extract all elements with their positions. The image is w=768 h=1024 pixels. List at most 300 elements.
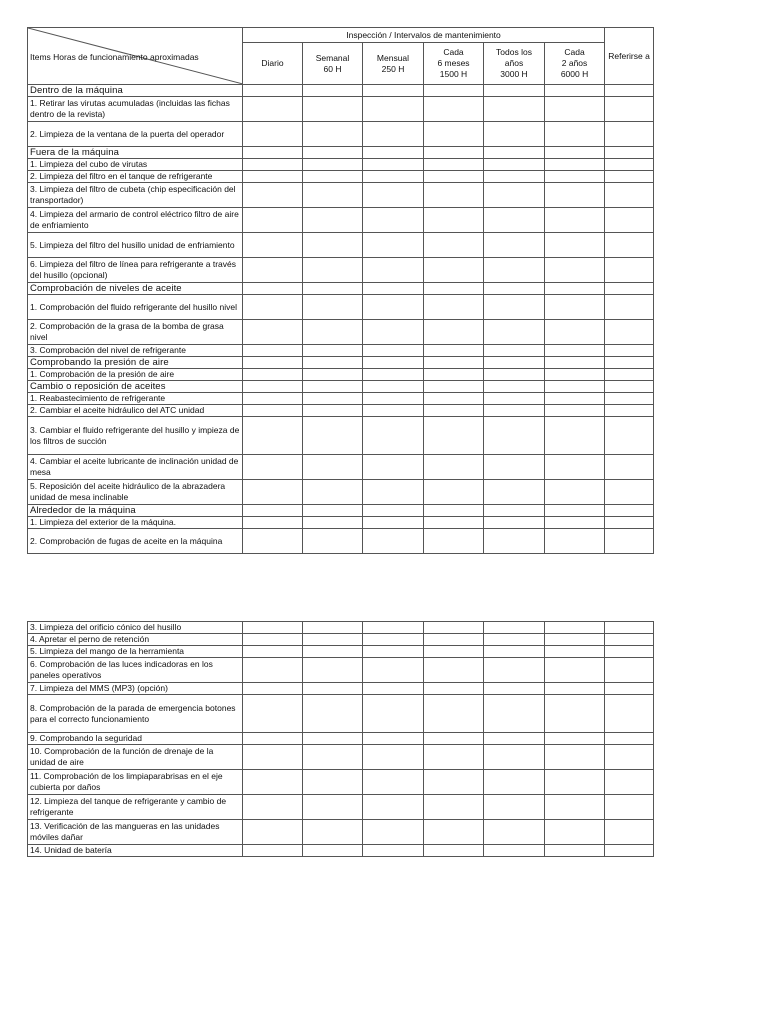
schedule-cell	[303, 85, 363, 97]
schedule-cell	[545, 845, 605, 857]
section-row	[28, 381, 654, 393]
schedule-cell	[605, 393, 654, 405]
schedule-cell	[605, 283, 654, 295]
schedule-cell	[243, 295, 303, 320]
section-row	[28, 357, 654, 369]
schedule-cell	[243, 283, 303, 295]
schedule-cell	[605, 646, 654, 658]
task-label-1-comprobacion-de-la-presion-de-aire: 1. Comprobación de la presión de aire	[28, 369, 243, 381]
schedule-cell	[303, 733, 363, 745]
schedule-cell	[363, 745, 424, 770]
schedule-cell	[545, 480, 605, 505]
col-header-monthly: Mensual 250 H	[363, 43, 424, 85]
schedule-cell	[605, 845, 654, 857]
schedule-cell	[363, 770, 424, 795]
task-label-8-comprobacion-de-la-parada-de-emergenci: 8. Comprobación de la parada de emergencia botones para el correcto funcionamiento	[28, 695, 243, 733]
schedule-cell	[243, 820, 303, 845]
task-label-9-comprobando-la-seguridad: 9. Comprobando la seguridad	[28, 733, 243, 745]
schedule-cell	[424, 405, 484, 417]
schedule-cell	[363, 295, 424, 320]
schedule-cell	[545, 147, 605, 159]
task-row	[28, 233, 654, 258]
schedule-cell	[424, 417, 484, 455]
schedule-cell	[484, 634, 545, 646]
schedule-cell	[424, 183, 484, 208]
task-row	[28, 183, 654, 208]
schedule-cell	[363, 634, 424, 646]
schedule-cell	[545, 634, 605, 646]
schedule-cell	[605, 369, 654, 381]
task-label-4-cambiar-el-aceite-lubricante-de-inclin: 4. Cambiar el aceite lubricante de inclinación unidad de mesa	[28, 455, 243, 480]
schedule-cell	[363, 258, 424, 283]
schedule-cell	[243, 147, 303, 159]
task-row	[28, 683, 654, 695]
schedule-cell	[484, 733, 545, 745]
schedule-cell	[484, 646, 545, 658]
schedule-cell	[605, 820, 654, 845]
task-row	[28, 393, 654, 405]
task-row	[28, 845, 654, 857]
schedule-cell	[424, 393, 484, 405]
task-label-3-limpieza-del-orificio-conico-del-husil: 3. Limpieza del orificio cónico del husillo	[28, 622, 243, 634]
col-header-daily: Diario	[243, 43, 303, 85]
schedule-cell	[424, 258, 484, 283]
schedule-cell	[243, 417, 303, 455]
schedule-cell	[363, 683, 424, 695]
task-label-10-comprobacion-de-la-funcion-de-drenaje: 10. Comprobación de la función de drenaje de la unidad de aire	[28, 745, 243, 770]
task-label-1-retirar-las-virutas-acumuladas-incluid: 1. Retirar las virutas acumuladas (incluidas las fichas dentro de la revista)	[28, 97, 243, 122]
schedule-cell	[363, 393, 424, 405]
schedule-cell	[545, 183, 605, 208]
schedule-cell	[243, 171, 303, 183]
interval-group-header: Inspección / Intervalos de mantenimiento	[243, 28, 605, 43]
schedule-cell	[545, 393, 605, 405]
schedule-cell	[605, 733, 654, 745]
task-label-1-limpieza-del-cubo-de-virutas: 1. Limpieza del cubo de virutas	[28, 159, 243, 171]
schedule-cell	[605, 159, 654, 171]
schedule-cell	[424, 455, 484, 480]
schedule-cell	[363, 505, 424, 517]
task-label-11-comprobacion-de-los-limpiaparabrisas-: 11. Comprobación de los limpiaparabrisas en el eje cubierta por daños	[28, 770, 243, 795]
section-row	[28, 283, 654, 295]
task-label-2-comprobacion-de-fugas-de-aceite-en-la-: 2. Comprobación de fugas de aceite en la máquina	[28, 529, 243, 554]
schedule-cell	[545, 529, 605, 554]
schedule-cell	[545, 405, 605, 417]
schedule-cell	[243, 517, 303, 529]
schedule-cell	[303, 845, 363, 857]
col-header-6-months: Cada 6 meses 1500 H	[424, 43, 484, 85]
schedule-cell	[363, 381, 424, 393]
schedule-cell	[545, 622, 605, 634]
task-row	[28, 369, 654, 381]
schedule-cell	[605, 634, 654, 646]
task-row	[28, 795, 654, 820]
schedule-cell	[484, 417, 545, 455]
schedule-cell	[303, 171, 363, 183]
schedule-cell	[243, 622, 303, 634]
task-row	[28, 658, 654, 683]
schedule-cell	[545, 122, 605, 147]
schedule-cell	[605, 85, 654, 97]
schedule-cell	[303, 745, 363, 770]
task-label-14-unidad-de-bateria: 14. Unidad de batería	[28, 845, 243, 857]
schedule-cell	[363, 171, 424, 183]
schedule-cell	[484, 455, 545, 480]
task-row	[28, 455, 654, 480]
schedule-cell	[363, 357, 424, 369]
schedule-cell	[363, 85, 424, 97]
task-label-3-cambiar-el-fluido-refrigerante-del-hus: 3. Cambiar el fluido refrigerante del husillo y impieza de los filtros de succión	[28, 417, 243, 455]
schedule-cell	[484, 658, 545, 683]
schedule-cell	[484, 122, 545, 147]
schedule-cell	[303, 795, 363, 820]
schedule-cell	[484, 97, 545, 122]
schedule-cell	[484, 480, 545, 505]
schedule-cell	[424, 283, 484, 295]
task-row	[28, 634, 654, 646]
task-row	[28, 295, 654, 320]
task-row	[28, 258, 654, 283]
schedule-cell	[363, 845, 424, 857]
schedule-cell	[363, 529, 424, 554]
schedule-cell	[484, 85, 545, 97]
schedule-cell	[363, 733, 424, 745]
task-row	[28, 417, 654, 455]
schedule-cell	[484, 369, 545, 381]
section-row	[28, 505, 654, 517]
schedule-cell	[243, 795, 303, 820]
schedule-cell	[363, 646, 424, 658]
schedule-cell	[424, 845, 484, 857]
schedule-cell	[545, 369, 605, 381]
schedule-cell	[303, 233, 363, 258]
maintenance-table-page-2	[27, 621, 654, 857]
schedule-cell	[424, 733, 484, 745]
task-label-4-apretar-el-perno-de-retencion: 4. Apretar el perno de retención	[28, 634, 243, 646]
schedule-cell	[363, 820, 424, 845]
schedule-cell	[545, 517, 605, 529]
schedule-cell	[605, 381, 654, 393]
schedule-cell	[243, 97, 303, 122]
schedule-cell	[243, 634, 303, 646]
schedule-cell	[424, 295, 484, 320]
schedule-cell	[303, 345, 363, 357]
schedule-cell	[545, 646, 605, 658]
task-row	[28, 480, 654, 505]
schedule-cell	[424, 529, 484, 554]
schedule-cell	[243, 695, 303, 733]
schedule-cell	[424, 357, 484, 369]
task-label-5-reposicion-del-aceite-hidraulico-de-la: 5. Reposición del aceite hidráulico de la abrazadera unidad de mesa inclinable	[28, 480, 243, 505]
schedule-cell	[545, 345, 605, 357]
schedule-cell	[424, 381, 484, 393]
schedule-cell	[545, 320, 605, 345]
schedule-cell	[424, 171, 484, 183]
task-row	[28, 208, 654, 233]
schedule-cell	[545, 695, 605, 733]
section-title-fuera-de-la-maquina: Fuera de la máquina	[28, 147, 243, 159]
schedule-cell	[243, 745, 303, 770]
schedule-cell	[605, 417, 654, 455]
schedule-cell	[243, 683, 303, 695]
schedule-cell	[243, 658, 303, 683]
section-title-cambio-o-reposicion-de-aceites: Cambio o reposición de aceites	[28, 381, 243, 393]
section-title-alrededor-de-la-maquina: Alrededor de la máquina	[28, 505, 243, 517]
schedule-cell	[424, 233, 484, 258]
schedule-cell	[484, 357, 545, 369]
task-row	[28, 517, 654, 529]
task-row	[28, 97, 654, 122]
schedule-cell	[484, 517, 545, 529]
schedule-cell	[303, 159, 363, 171]
task-label-5-limpieza-del-mango-de-la-herramienta: 5. Limpieza del mango de la herramienta	[28, 646, 243, 658]
schedule-cell	[303, 320, 363, 345]
schedule-cell	[484, 147, 545, 159]
schedule-cell	[545, 417, 605, 455]
col-header-2-years: Cada 2 años 6000 H	[545, 43, 605, 85]
task-label-6-comprobacion-de-las-luces-indicadoras-: 6. Comprobación de las luces indicadoras en los paneles operativos	[28, 658, 243, 683]
schedule-cell	[545, 770, 605, 795]
schedule-cell	[605, 233, 654, 258]
schedule-cell	[303, 820, 363, 845]
task-row	[28, 733, 654, 745]
schedule-cell	[303, 147, 363, 159]
schedule-cell	[363, 183, 424, 208]
schedule-cell	[605, 357, 654, 369]
schedule-cell	[424, 159, 484, 171]
items-header-cell	[28, 28, 243, 85]
schedule-cell	[363, 405, 424, 417]
schedule-cell	[243, 529, 303, 554]
schedule-cell	[545, 208, 605, 233]
schedule-cell	[484, 820, 545, 845]
schedule-cell	[243, 320, 303, 345]
schedule-cell	[605, 122, 654, 147]
schedule-cell	[605, 795, 654, 820]
schedule-cell	[303, 357, 363, 369]
schedule-cell	[484, 695, 545, 733]
schedule-cell	[424, 622, 484, 634]
schedule-cell	[484, 770, 545, 795]
schedule-cell	[243, 345, 303, 357]
schedule-cell	[605, 295, 654, 320]
task-label-12-limpieza-del-tanque-de-refrigerante-y: 12. Limpieza del tanque de refrigerante y cambio de refrigerante	[28, 795, 243, 820]
schedule-cell	[605, 745, 654, 770]
schedule-cell	[243, 369, 303, 381]
schedule-cell	[363, 147, 424, 159]
task-label-7-limpieza-del-mms-mp3-opcion: 7. Limpieza del MMS (MP3) (opción)	[28, 683, 243, 695]
schedule-cell	[484, 381, 545, 393]
schedule-cell	[363, 208, 424, 233]
task-row	[28, 745, 654, 770]
schedule-cell	[303, 683, 363, 695]
reference-header: Referirse a	[605, 28, 654, 85]
schedule-cell	[243, 770, 303, 795]
schedule-cell	[303, 258, 363, 283]
schedule-cell	[484, 159, 545, 171]
schedule-cell	[363, 97, 424, 122]
schedule-cell	[303, 646, 363, 658]
schedule-cell	[243, 455, 303, 480]
schedule-cell	[484, 505, 545, 517]
schedule-cell	[545, 505, 605, 517]
schedule-cell	[605, 455, 654, 480]
schedule-cell	[424, 745, 484, 770]
schedule-cell	[303, 381, 363, 393]
schedule-cell	[243, 85, 303, 97]
schedule-cell	[243, 159, 303, 171]
schedule-cell	[424, 658, 484, 683]
schedule-cell	[303, 393, 363, 405]
schedule-cell	[605, 695, 654, 733]
schedule-cell	[484, 795, 545, 820]
schedule-cell	[484, 183, 545, 208]
schedule-cell	[243, 122, 303, 147]
section-row	[28, 85, 654, 97]
task-label-1-limpieza-del-exterior-de-la-maquina: 1. Limpieza del exterior de la máquina.	[28, 517, 243, 529]
schedule-cell	[545, 820, 605, 845]
maintenance-table-page-1	[27, 27, 654, 554]
schedule-cell	[605, 683, 654, 695]
schedule-cell	[363, 622, 424, 634]
schedule-cell	[545, 658, 605, 683]
section-title-comprobando-la-presion-de-aire: Comprobando la presión de aire	[28, 357, 243, 369]
task-label-6-limpieza-del-filtro-de-linea-para-refr: 6. Limpieza del filtro de línea para refrigerante a través del husillo (opcional)	[28, 258, 243, 283]
task-row	[28, 622, 654, 634]
schedule-cell	[484, 393, 545, 405]
schedule-cell	[545, 97, 605, 122]
schedule-cell	[303, 622, 363, 634]
schedule-cell	[484, 258, 545, 283]
schedule-cell	[363, 795, 424, 820]
task-label-13-verificacion-de-las-mangueras-en-las-: 13. Verificación de las mangueras en las unidades móviles dañar	[28, 820, 243, 845]
schedule-cell	[605, 529, 654, 554]
schedule-cell	[545, 733, 605, 745]
schedule-cell	[424, 147, 484, 159]
task-row	[28, 529, 654, 554]
task-row	[28, 320, 654, 345]
schedule-cell	[484, 405, 545, 417]
schedule-cell	[424, 820, 484, 845]
schedule-cell	[484, 622, 545, 634]
schedule-cell	[363, 345, 424, 357]
schedule-cell	[424, 517, 484, 529]
schedule-cell	[363, 369, 424, 381]
schedule-cell	[424, 208, 484, 233]
schedule-cell	[424, 480, 484, 505]
schedule-cell	[484, 320, 545, 345]
schedule-cell	[484, 683, 545, 695]
schedule-cell	[424, 646, 484, 658]
schedule-cell	[605, 622, 654, 634]
schedule-cell	[605, 320, 654, 345]
schedule-cell	[303, 658, 363, 683]
task-label-2-comprobacion-de-la-grasa-de-la-bomba-d: 2. Comprobación de la grasa de la bomba de grasa nivel	[28, 320, 243, 345]
schedule-cell	[303, 455, 363, 480]
schedule-cell	[424, 795, 484, 820]
schedule-cell	[243, 845, 303, 857]
schedule-cell	[363, 417, 424, 455]
task-row	[28, 122, 654, 147]
schedule-cell	[545, 258, 605, 283]
section-title-comprobacion-de-niveles-de-aceite: Comprobación de niveles de aceite	[28, 283, 243, 295]
schedule-cell	[484, 529, 545, 554]
items-header-label: Items Horas de funcionamiento aproximadas	[30, 52, 199, 62]
schedule-cell	[605, 183, 654, 208]
schedule-cell	[484, 345, 545, 357]
schedule-cell	[363, 517, 424, 529]
task-label-3-limpieza-del-filtro-de-cubeta-chip-esp: 3. Limpieza del filtro de cubeta (chip especificación del transportador)	[28, 183, 243, 208]
schedule-cell	[424, 369, 484, 381]
schedule-cell	[605, 147, 654, 159]
schedule-cell	[545, 171, 605, 183]
schedule-cell	[303, 295, 363, 320]
task-label-1-comprobacion-del-fluido-refrigerante-d: 1. Comprobación del fluido refrigerante del husillo nivel	[28, 295, 243, 320]
schedule-cell	[605, 258, 654, 283]
task-label-1-reabastecimiento-de-refrigerante: 1. Reabastecimiento de refrigerante	[28, 393, 243, 405]
schedule-cell	[605, 208, 654, 233]
schedule-cell	[363, 233, 424, 258]
schedule-cell	[303, 480, 363, 505]
schedule-cell	[243, 733, 303, 745]
schedule-cell	[303, 529, 363, 554]
schedule-cell	[303, 517, 363, 529]
section-title-dentro-de-la-maquina: Dentro de la máquina	[28, 85, 243, 97]
task-row	[28, 770, 654, 795]
schedule-cell	[243, 381, 303, 393]
task-row	[28, 695, 654, 733]
schedule-cell	[424, 634, 484, 646]
schedule-cell	[424, 85, 484, 97]
schedule-cell	[605, 171, 654, 183]
schedule-cell	[424, 683, 484, 695]
schedule-cell	[605, 480, 654, 505]
schedule-cell	[545, 85, 605, 97]
schedule-cell	[484, 283, 545, 295]
schedule-cell	[363, 320, 424, 345]
schedule-cell	[545, 795, 605, 820]
schedule-cell	[545, 159, 605, 171]
schedule-cell	[303, 122, 363, 147]
schedule-cell	[545, 745, 605, 770]
schedule-cell	[363, 480, 424, 505]
schedule-cell	[605, 770, 654, 795]
schedule-cell	[545, 295, 605, 320]
schedule-cell	[243, 393, 303, 405]
schedule-cell	[484, 845, 545, 857]
schedule-cell	[243, 258, 303, 283]
schedule-cell	[605, 517, 654, 529]
schedule-cell	[605, 345, 654, 357]
schedule-cell	[484, 745, 545, 770]
schedule-cell	[363, 455, 424, 480]
task-row	[28, 159, 654, 171]
schedule-cell	[424, 695, 484, 733]
task-label-4-limpieza-del-armario-de-control-electr: 4. Limpieza del armario de control eléctrico filtro de aire de enfriamiento	[28, 208, 243, 233]
schedule-cell	[484, 295, 545, 320]
schedule-cell	[424, 345, 484, 357]
task-label-5-limpieza-del-filtro-del-husillo-unidad: 5. Limpieza del filtro del husillo unidad de enfriamiento	[28, 233, 243, 258]
schedule-cell	[484, 208, 545, 233]
schedule-cell	[243, 357, 303, 369]
schedule-cell	[303, 417, 363, 455]
schedule-cell	[303, 405, 363, 417]
schedule-cell	[363, 695, 424, 733]
schedule-cell	[605, 405, 654, 417]
task-label-3-comprobacion-del-nivel-de-refrigerante: 3. Comprobación del nivel de refrigerante	[28, 345, 243, 357]
schedule-cell	[303, 283, 363, 295]
schedule-cell	[243, 505, 303, 517]
